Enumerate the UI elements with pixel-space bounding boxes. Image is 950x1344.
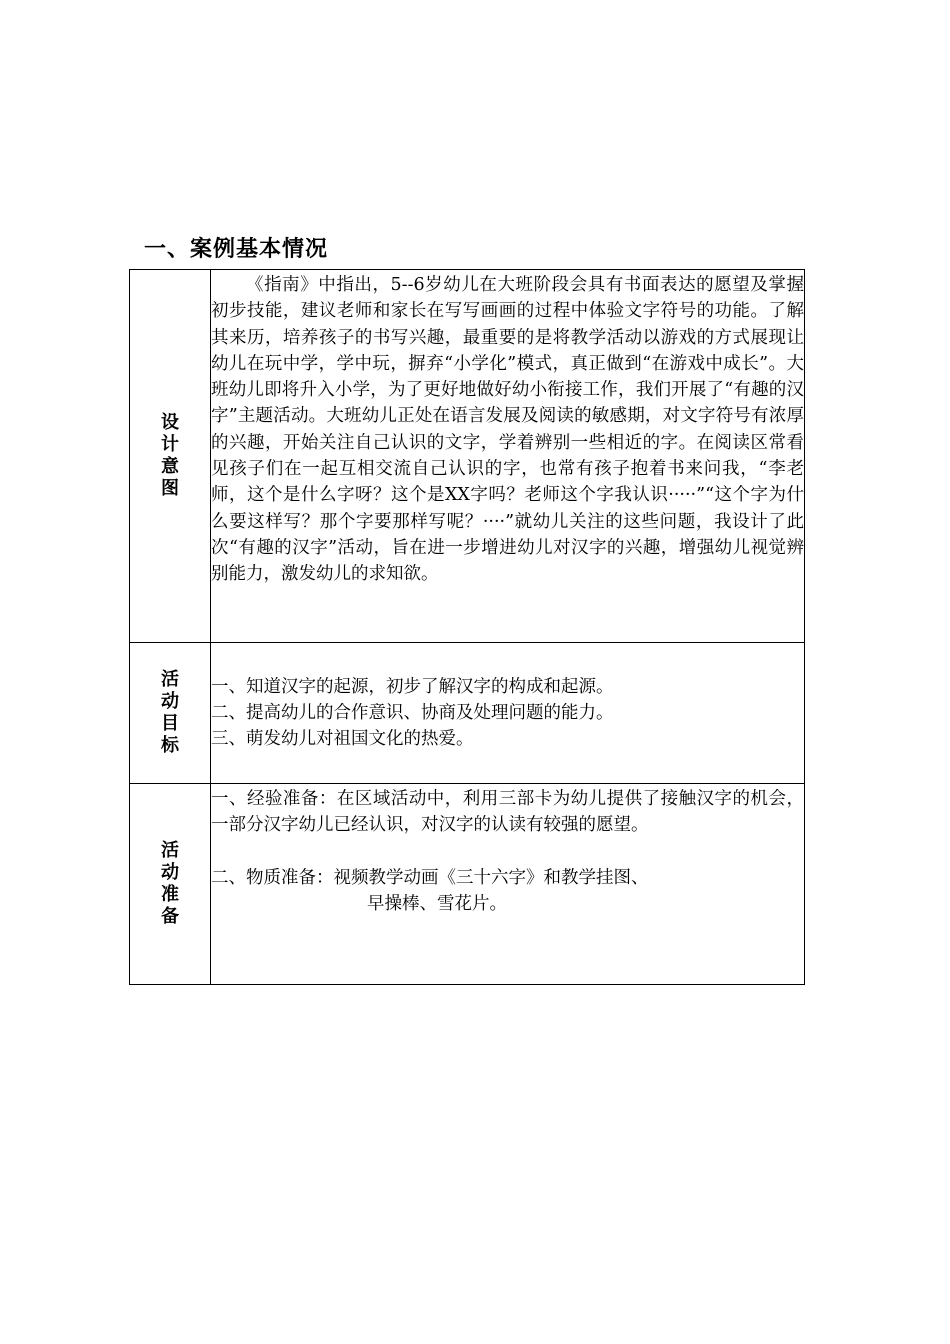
goal-item: 三、萌发幼儿对祖国文化的热爱。 [211,729,474,750]
table-row [130,643,805,784]
table-row [130,270,805,643]
design-intent-label: 设计意图 [161,412,179,499]
row-label-cell [130,643,211,784]
experience-prep-text: 一、经验准备：在区域活动中，利用三部卡为幼儿提供了接触汉字的机会，一部分汉字幼儿已经认识，对汉字的认读有较强的愿望。 [211,789,804,836]
activity-prep-content [211,784,805,985]
row-label-cell [130,270,211,643]
activity-prep-label: 活动准备 [161,840,179,927]
activity-goals-label: 活动目标 [161,669,179,756]
material-prep-continuation: 早操棒、雪花片。 [367,893,507,914]
blank-spacer [211,839,804,865]
table-row [130,784,805,985]
case-info-table [129,269,805,985]
section-title: 一、案例基本情况 [144,237,329,262]
activity-goals-content [211,643,805,784]
goal-item: 二、提高幼儿的合作意识、协商及处理问题的能力。 [211,702,614,723]
goal-item: 一、知道汉字的起源，初步了解汉字的构成和起源。 [211,676,614,697]
material-prep-text: 二、物质准备：视频教学动画《三十六字》和教学挂图、 [211,867,649,888]
design-intent-content [211,270,805,643]
design-intent-paragraph: 《指南》中指出，5--6岁幼儿在大班阶段会具有书面表达的愿望及掌握初步技能，建议老师和家长在写写画画的过程中体验文字符号的功能。了解其来历，培养孩子的书写兴趣，最重要的是将教学活动以游戏的方式展现让幼儿在玩中学，学中玩，摒弃“小学化”模式，真正做到“在游戏中成长”。大班幼儿即将升入小学，为了更好地做好幼小衔接工作，我们开展了“有趣的汉字”主题活动。大班幼儿正处在语言发展及阅读的敏感期，对文字符号有浓厚的兴趣，开始关注自己认识的文字，学着辨别一些相近的字。在阅读区常看见孩子们在一起互相交流自己认识的字，也常有孩子抱着书来问我，“李老师，这个是什么字呀？这个是XX字吗？老师这个字我认识·····”“这个字为什么要这样写？那个字要那样写呢？····”就幼儿关注的这些问题，我设计了此次“有趣的汉字”活动，旨在进一步增进幼儿对汉字的兴趣，增强幼儿视觉辨别能力，激发幼儿的求知欲。 [211,275,804,585]
row-label-cell [130,784,211,985]
